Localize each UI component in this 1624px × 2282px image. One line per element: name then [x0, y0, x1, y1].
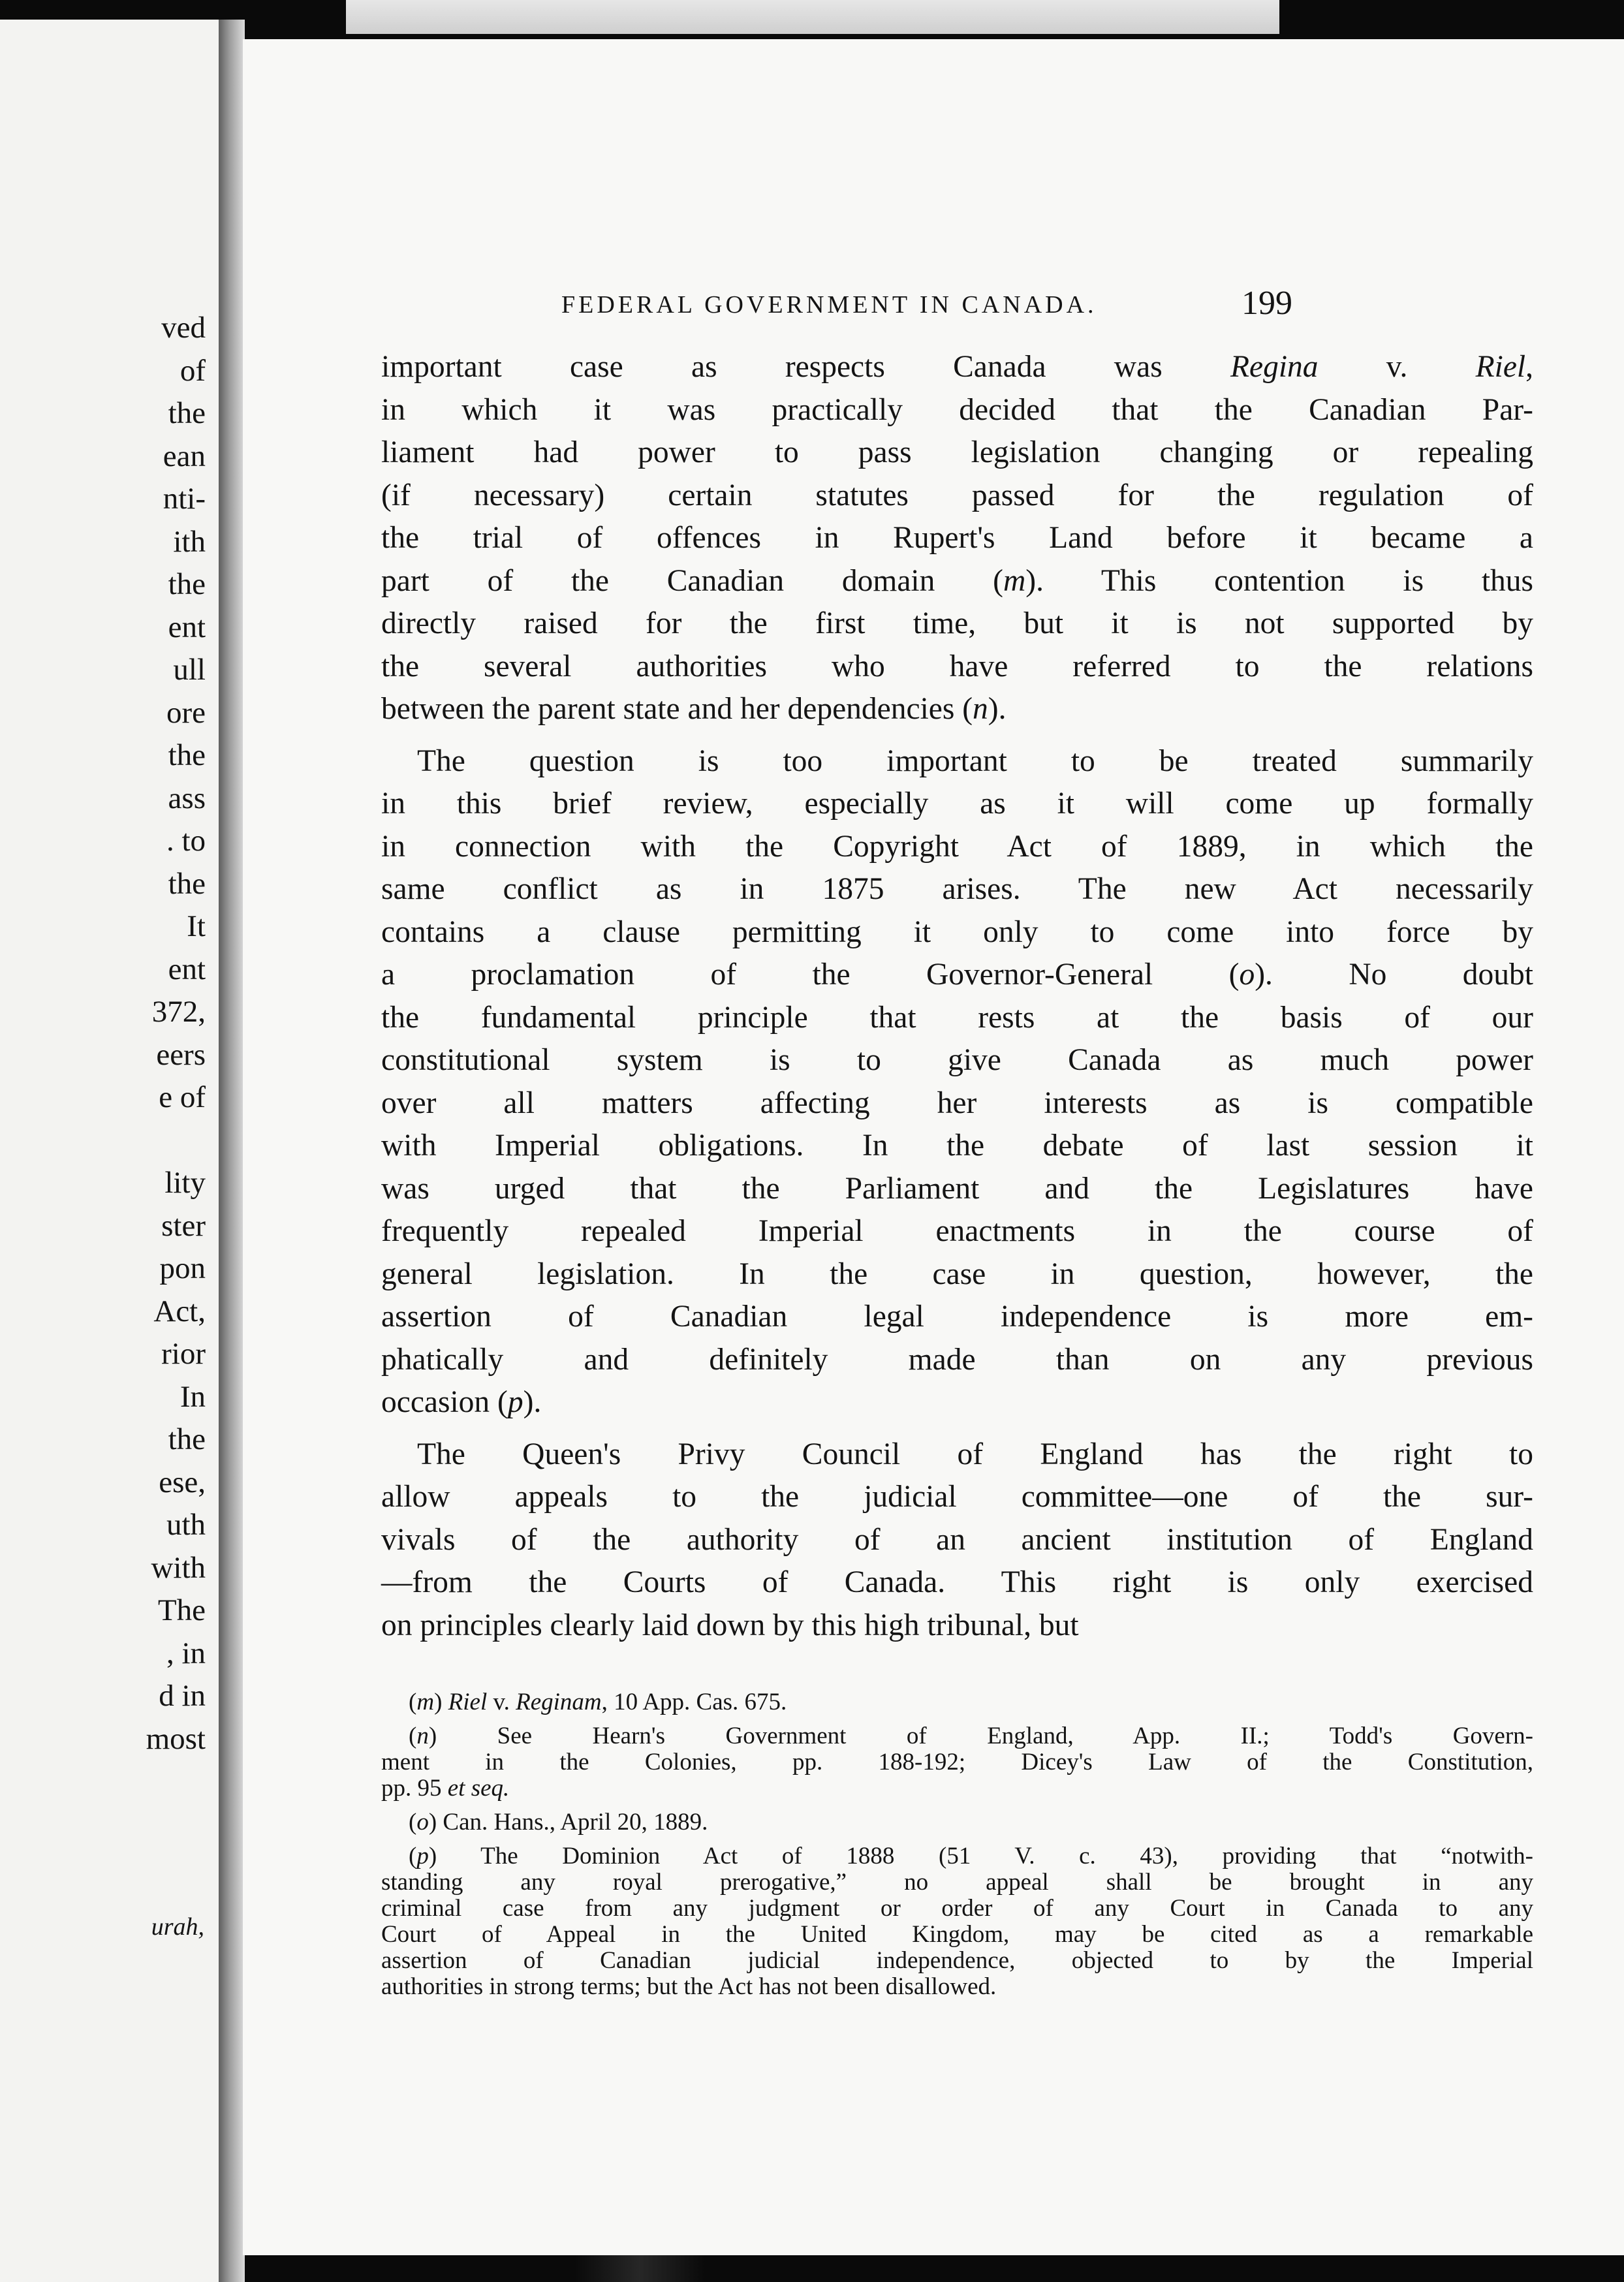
page-number: 199 [1241, 285, 1292, 322]
text-line: on principles clearly laid down by this high tribunal, but [381, 1608, 1079, 1642]
page-edge-strip [346, 0, 1279, 34]
body-text [381, 346, 1533, 1656]
left-page-fragment: ore [166, 695, 206, 730]
text-line: in which it was practically decided that the Canadian Par- [381, 392, 1533, 427]
text-line: with Imperial obligations. In the debate of last session it [381, 1129, 1533, 1163]
left-page-fragment: the [168, 567, 206, 601]
left-page-fragment: 372, [151, 995, 206, 1029]
left-page-fragment: The [157, 1593, 206, 1627]
footnote-line: criminal case from any judgment or order of any Court in Canada to any [381, 1895, 1533, 1922]
left-page-fragment: ent [168, 610, 206, 644]
footnote-line: Court of Appeal in the United Kingdom, may be cited as a remarkable [381, 1921, 1533, 1948]
footnote-line: ment in the Colonies, pp. 188-192; Dicey's Law of the Constitution, [381, 1749, 1533, 1775]
left-page-fragment: In [180, 1379, 206, 1414]
text-line: between the parent state and her dependencies (n). [381, 692, 1007, 726]
text-line: in connection with the Copyright Act of 1889, in which the [381, 829, 1533, 864]
text-line: part of the Canadian domain (m). This contention is thus [381, 563, 1534, 598]
text-line: vivals of the authority of an ancient institution of England [381, 1522, 1533, 1557]
left-page-fragment: . to [166, 824, 206, 858]
left-page-fragment: e of [159, 1080, 206, 1114]
scan-artifact [574, 2255, 705, 2282]
body-paragraph [381, 740, 1533, 1424]
left-page-fragment: ved [161, 311, 206, 345]
footnote-line: pp. 95 et seq. [381, 1775, 510, 1802]
left-page-fragment: ull [173, 653, 206, 687]
left-page-fragment: rior [161, 1337, 206, 1371]
left-page-fragment: uth [166, 1508, 206, 1542]
text-line: was urged that the Parliament and the Legislatures have [381, 1171, 1533, 1206]
footnote [381, 1809, 1533, 1836]
footnote-line: standing any royal prerogative,” no appeal shall be brought in any [381, 1869, 1533, 1896]
text-line: directly raised for the first time, but it is not supported by [381, 606, 1533, 640]
text-line: (if necessary) certain statutes passed for the regulation of [381, 478, 1533, 512]
text-line: contains a clause permitting it only to come into force by [381, 914, 1533, 949]
gutter-shadow [219, 20, 245, 2282]
text-line: phatically and definitely made than on any previous [381, 1342, 1533, 1377]
text-line: same conflict as in 1875 arises. The new Act necessarily [381, 872, 1533, 906]
footnote-line: (p) The Dominion Act of 1888 (51 V. c. 43), providing that “notwith- [409, 1843, 1533, 1869]
left-page-fragment: ith [173, 524, 206, 559]
footnote-line: (n) See Hearn's Government of England, App. II.; Todd's Govern- [409, 1723, 1533, 1749]
text-line: allow appeals to the judicial committee—one of the sur- [381, 1480, 1533, 1514]
text-line: in this brief review, especially as it will come up formally [381, 787, 1533, 821]
left-page-fragment: ean [163, 439, 206, 473]
left-page-fragment: Act, [153, 1294, 206, 1328]
left-page-fragment: d in [159, 1679, 206, 1713]
footnote-line: assertion of Canadian judicial independence, objected to by the Imperial [381, 1947, 1533, 1974]
left-page-fragment: ese, [159, 1465, 206, 1499]
left-page-fragment: most [146, 1721, 206, 1756]
text-line: constitutional system is to give Canada as much power [381, 1043, 1533, 1077]
footnote [381, 1843, 1533, 2000]
text-line: general legislation. In the case in question, however, the [381, 1257, 1533, 1291]
left-page-fragment: It [187, 909, 206, 943]
left-page-fragment: ent [168, 952, 206, 986]
text-line: —from the Courts of Canada. This right is only exercised [381, 1565, 1533, 1599]
left-page-fragment: lity [164, 1166, 206, 1200]
footnote-line: authorities in strong terms; but the Act has not been disallowed. [381, 1973, 997, 2000]
text-line: frequently repealed Imperial enactments in the course of [381, 1214, 1533, 1248]
left-page-fragment: ass [168, 781, 206, 815]
footnote-line: (m) Riel v. Reginam, 10 App. Cas. 675. [409, 1689, 787, 1715]
body-paragraph [381, 346, 1533, 731]
body-paragraph [381, 1433, 1533, 1648]
running-head-title: FEDERAL GOVERNMENT IN CANADA. [561, 291, 1097, 319]
left-page-fragment: with [151, 1550, 206, 1585]
text-line: the several authorities who have referred to the relations [381, 649, 1533, 683]
left-page-fragment: of [180, 353, 206, 388]
previous-page [0, 20, 220, 2282]
text-line: occasion (p). [381, 1385, 542, 1419]
left-page-fragment: urah, [151, 1913, 204, 1941]
text-line: over all matters affecting her interests as is compatible [381, 1086, 1533, 1120]
text-line: assertion of Canadian legal independence is more em- [381, 1300, 1533, 1334]
text-line: The Queen's Privy Council of England has the right to [417, 1437, 1533, 1471]
text-line: liament had power to pass legislation changing or repealing [381, 435, 1533, 469]
left-page-fragment: the [168, 396, 206, 430]
footnote [381, 1689, 1533, 1715]
left-page-fragment: pon [159, 1251, 206, 1285]
text-line: the fundamental principle that rests at the basis of our [381, 1000, 1533, 1035]
footnote [381, 1723, 1533, 1802]
left-page-fragment: the [168, 1422, 206, 1456]
text-line: The question is too important to be treated summarily [417, 743, 1533, 778]
left-page-fragment: nti- [163, 482, 206, 516]
left-page-fragment: ster [161, 1208, 206, 1243]
text-line: important case as respects Canada was Regina v. Riel, [381, 350, 1533, 384]
footnotes [381, 1689, 1533, 2008]
left-page-fragment: eers [156, 1037, 206, 1072]
footnote-line: (o) Can. Hans., April 20, 1889. [409, 1809, 708, 1836]
text-line: the trial of offences in Rupert's Land before it became a [381, 521, 1533, 555]
left-page-fragment: , in [166, 1636, 206, 1670]
left-page-fragment: the [168, 738, 206, 772]
text-line: a proclamation of the Governor-General (o). No doubt [381, 958, 1533, 992]
left-page-fragment: the [168, 866, 206, 901]
book-page [243, 39, 1624, 2255]
